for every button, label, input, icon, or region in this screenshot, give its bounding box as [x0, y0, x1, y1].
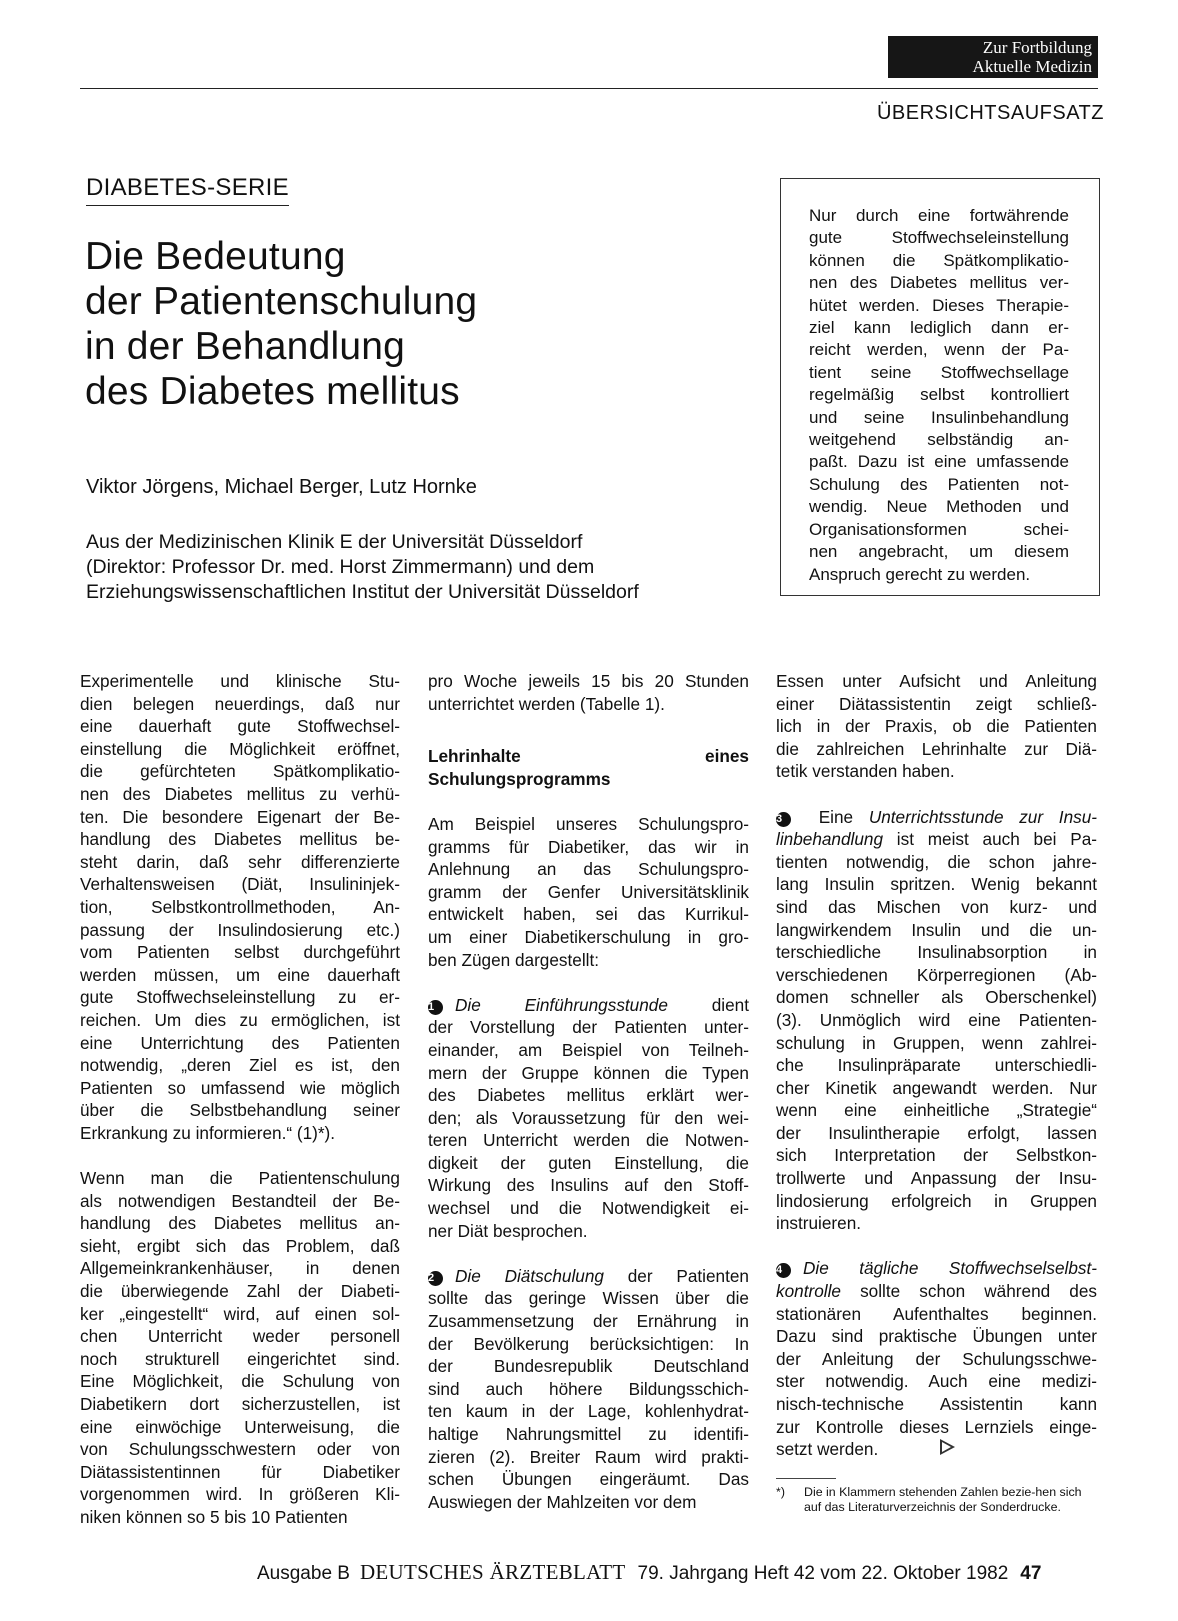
italic-lead: kontrolle: [776, 1281, 841, 1302]
text-line: Diätassistentinnen für Diabetiker: [80, 1461, 400, 1482]
text-line: pro Woche jeweils 15 bis 20 Stunden: [428, 671, 749, 691]
footnote: [776, 1478, 1097, 1515]
number-circle-icon: 3: [776, 812, 791, 827]
text-line: handlung des Diabetes mellitus an-: [80, 1213, 400, 1234]
text-line: ziel kann lediglich dann er-: [809, 318, 1069, 338]
text-line: eine einwöchige Unterweisung, die: [80, 1416, 400, 1437]
text-line: einer Diätassistentin zeigt schließ-: [776, 693, 1097, 714]
edition-label: Ausgabe B: [257, 1563, 350, 1584]
text-line: [776, 1280, 1097, 1303]
text-line: unterrichtet werden (Tabelle 1).: [428, 693, 665, 714]
text-line: [776, 806, 1097, 829]
text-line: um einer Diabetikerschulung in gro-: [428, 926, 749, 947]
title-line: Die Bedeutung: [85, 235, 346, 278]
text-line: cher Kinetik angewandt werden. Nur: [776, 1077, 1097, 1098]
text-line: der Anleitung der Schulungsschwe-: [776, 1348, 1097, 1369]
text-line: domen schneller als Oberschenkel): [776, 987, 1097, 1008]
header-rule: [80, 88, 1098, 89]
page-number: 47: [1020, 1563, 1042, 1584]
text-line: lich in der Praxis, ob die Patienten: [776, 716, 1097, 737]
text-line: und seine Insulinbehandlung: [809, 407, 1069, 427]
text-line: hütet werden. Dieses Therapie-: [809, 295, 1069, 315]
italic-lead: Die Einführungsstunde: [455, 994, 668, 1015]
text-line: [776, 1438, 1097, 1461]
text-line: werden müssen, um eine dauerhaft: [80, 964, 400, 985]
section-badge: [888, 36, 1098, 78]
text-line: der Bevölkerung berücksichtigen: In: [428, 1333, 749, 1354]
footnote-text: Die in Klammern stehenden Zahlen bezie-hen sich auf das Literaturverzeichnis der Sonderdrucke.: [804, 1485, 1082, 1514]
text-line: notwendig, „deren Ziel es ist, den: [80, 1055, 400, 1076]
text-line: von Schulungsschwestern oder von: [80, 1439, 400, 1460]
text-line: nen angebracht, um diesem: [809, 542, 1069, 562]
text-line: gramms für Diabetiker, das wir in: [428, 836, 749, 857]
text-line: mern der Gruppe können die Typen: [428, 1062, 749, 1083]
text-line: die gefürchteten Spätkomplikatio-: [80, 761, 400, 782]
text-line: digkeit der guten Einstellung, die: [428, 1152, 749, 1173]
text-line: ner Diät besprochen.: [428, 1220, 588, 1241]
text-line: Zusammensetzung der Ernährung in: [428, 1311, 749, 1332]
text-line: tienten notwendig, die schon jahre-: [776, 851, 1097, 872]
text-line: einander, am Beispiel von Teilneh-: [428, 1039, 749, 1060]
text-line: der Bundesrepublik Deutschland: [428, 1356, 749, 1377]
text-line: handlung des Diabetes mellitus be-: [80, 829, 400, 850]
text-line: eine dauerhaft gute Stoffwechsel-: [80, 716, 400, 737]
section-badge-line1: Zur Fortbildung: [982, 38, 1092, 57]
text-line: Dazu sind praktische Übungen unter: [776, 1326, 1097, 1347]
page-footer: [257, 1560, 1041, 1585]
text-line: des Diabetes mellitus erklärt wer-: [428, 1085, 749, 1106]
text-line: reichen. Um dies zu ermöglichen, ist: [80, 1009, 400, 1030]
numbered-item-3: [776, 806, 1097, 1235]
text-line: ker „eingestellt“ wird, auf einen sol-: [80, 1303, 400, 1324]
issue-info: 79. Jahrgang Heft 42 vom 22. Oktober 1982: [637, 1563, 1009, 1584]
text-line: weitgehend selbständig an-: [809, 430, 1069, 450]
paragraph: [80, 1167, 400, 1529]
text-line: lang Insulin spritzen. Wenig bekannt: [776, 874, 1097, 895]
text-line: [776, 828, 1097, 851]
text-fragment: setzt werden.: [776, 1439, 879, 1460]
text-fragment: ist meist auch bei Pa-: [883, 829, 1097, 850]
text-line: noch strukturell eingerichtet sind.: [80, 1348, 400, 1369]
text-line: regelmäßig selbst kontrolliert: [809, 385, 1069, 405]
text-line: Essen unter Aufsicht und Anleitung: [776, 671, 1097, 691]
text-line: instruieren.: [776, 1213, 862, 1234]
numbered-item-1: [428, 994, 749, 1243]
text-line: teren Unterricht werden die Notwen-: [428, 1130, 749, 1151]
text-line: sieht, ergibt sich das Problem, daß: [80, 1235, 400, 1256]
text-fragment: der Patienten: [603, 1265, 749, 1286]
text-line: der Insulintherapie erfolgt, lassen: [776, 1122, 1097, 1143]
text-fragment: dient: [667, 994, 749, 1015]
text-line: Auswiegen der Mahlzeiten vor dem: [428, 1491, 697, 1512]
text-line: Schulung des Patienten not-: [809, 474, 1069, 494]
item-lines: [428, 1016, 749, 1242]
text-line: gute Stoffwechseleinstellung zu er-: [80, 987, 400, 1008]
text-line: verschiedenen Körperregionen (Ab-: [776, 964, 1097, 985]
numbered-item-2: [428, 1265, 749, 1514]
text-line: sind das Mischen von kurz- und: [776, 896, 1097, 917]
text-fragment: Eine: [803, 806, 869, 827]
text-line: zur Kontrolle dieses Lernziels einge-: [776, 1416, 1097, 1437]
footnote-rule: [776, 1478, 836, 1479]
text-line: können die Spätkomplikatio-: [809, 250, 1069, 270]
text-line: tient seine Stoffwechsellage: [809, 362, 1069, 382]
text-line: ten kaum in der Lage, kohlenhydrat-: [428, 1401, 749, 1422]
text-line: che Insulinpräparate unterschiedli-: [776, 1055, 1097, 1076]
text-line: zieren (2). Breiter Raum wird prakti-: [428, 1446, 749, 1467]
text-line: Eine Möglichkeit, die Schulung von: [80, 1371, 400, 1392]
text-line: vorgenommen wird. In größeren Kli-: [80, 1484, 400, 1505]
paragraph: [776, 670, 1097, 783]
text-line: sind auch höhere Bildungsschich-: [428, 1378, 749, 1399]
affiliation-line: Aus der Medizinischen Klinik E der Universität Düsseldorf: [86, 531, 583, 553]
text-line: nisch-technische Assistentin kann: [776, 1394, 1097, 1414]
item-lines: [428, 1287, 749, 1513]
abstract-box: [780, 178, 1100, 596]
text-line: ten. Die besondere Eigenart der Be-: [80, 806, 400, 827]
text-line: Wirkung des Insulins auf den Stoff-: [428, 1175, 749, 1196]
text-line: Schulungsprogramms: [428, 768, 611, 789]
paragraph: [80, 670, 400, 1144]
series-label: DIABETES-SERIE: [86, 174, 289, 206]
footnote-marker: *): [776, 1485, 785, 1499]
italic-lead: Die Diätschulung: [455, 1265, 604, 1286]
text-line: [428, 1265, 749, 1288]
text-line: Erkrankung zu informieren.“ (1)*).: [80, 1122, 336, 1143]
text-line: Nur durch eine fortwährende: [809, 206, 1069, 225]
title-line: in der Behandlung: [85, 325, 405, 368]
text-line: die überwiegende Zahl der Diabeti-: [80, 1281, 400, 1302]
item-lines: [776, 1303, 1097, 1439]
text-line: Allgemeinkrankenhäuser, in denen: [80, 1258, 400, 1279]
text-line: Patienten so umfassend wie möglich: [80, 1077, 400, 1098]
text-line: Experimentelle und klinische Stu-: [80, 671, 400, 691]
number-circle-icon: 4: [776, 1263, 791, 1278]
text-line: reicht werden, wenn der Pa-: [809, 340, 1069, 360]
italic-lead: Die tägliche Stoffwechselselbst-: [803, 1258, 1097, 1279]
text-line: (3). Unmöglich wird eine Patienten-: [776, 1009, 1097, 1030]
text-line: ben Zügen dargestellt:: [428, 949, 600, 970]
text-line: die zahlreichen Lehrinhalte zur Diä-: [776, 738, 1097, 759]
article-type-label: ÜBERSICHTSAUFSATZ: [876, 102, 1104, 124]
text-line: Anspruch gerecht zu werden.: [809, 564, 1031, 584]
text-line: entwickelt haben, sei das Kurrikul-: [428, 904, 749, 925]
text-line: ster notwendig. Auch eine medizi-: [776, 1371, 1097, 1392]
text-line: passung der Insulindosierung etc.): [80, 919, 400, 940]
title-line: des Diabetes mellitus: [85, 370, 460, 413]
affiliation-line: (Direktor: Professor Dr. med. Horst Zimmermann) und dem: [86, 556, 595, 578]
body-column-1: [80, 670, 400, 1551]
text-line: Lehrinhalte eines: [428, 746, 749, 767]
text-line: als notwendigen Bestandteil der Be-: [80, 1190, 400, 1211]
text-fragment: sollte schon während des: [840, 1281, 1097, 1302]
body-column-3: [776, 670, 1097, 1483]
text-line: langwirkendem Insulin und die un-: [776, 919, 1097, 940]
text-line: steht darin, daß sehr differenzierte: [80, 851, 400, 872]
text-line: einstellung die Möglichkeit eröffnet,: [80, 738, 400, 759]
text-line: vom Patienten selbst durchgeführt: [80, 942, 400, 963]
text-line: Anlehnung an das Schulungspro-: [428, 859, 749, 880]
text-line: chen Unterricht weder personell: [80, 1326, 400, 1347]
text-line: Verhaltensweisen (Diät, Insulininjek-: [80, 874, 400, 895]
text-line: wechsel und die Notwendigkeit ei-: [428, 1198, 749, 1219]
affiliation-line: Erziehungswissenschaftlichen Institut der Universität Düsseldorf: [86, 581, 639, 603]
text-line: dien belegen neuerdings, daß nur: [80, 693, 400, 714]
text-line: paßt. Dazu ist eine umfassende: [809, 452, 1069, 472]
section-badge-line2: Aktuelle Medizin: [972, 57, 1092, 76]
authors: Viktor Jörgens, Michael Berger, Lutz Hornke: [86, 476, 477, 498]
text-line: eine Unterrichtung des Patienten: [80, 1032, 400, 1053]
text-line: trollwerte und Anpassung der Insu-: [776, 1168, 1097, 1189]
text-line: tion, Selbstkontrollmethoden, An-: [80, 896, 400, 917]
text-line: der Vorstellung der Patienten unter-: [428, 1017, 749, 1038]
text-line: lindosierung erfolgreich in Gruppen: [776, 1190, 1097, 1211]
text-line: schulung in Gruppen, wenn zahlrei-: [776, 1032, 1097, 1053]
title-line: der Patientenschulung: [85, 280, 478, 323]
text-line: nen des Diabetes mellitus ver-: [809, 273, 1069, 293]
text-line: nen des Diabetes mellitus zu verhü-: [80, 783, 400, 804]
text-line: haltige Nahrungsmittel zu identifi-: [428, 1424, 749, 1444]
text-line: terschiedliche Insulinabsorption in: [776, 942, 1097, 963]
text-line: stationären Aufenthaltes beginnen.: [776, 1303, 1097, 1324]
text-line: über die Selbstbehandlung seiner: [80, 1100, 400, 1121]
paragraph: [428, 813, 749, 971]
text-line: Diabetikern dort sicherzustellen, ist: [80, 1394, 400, 1414]
text-line: den; als Voraussetzung für den wei-: [428, 1107, 749, 1128]
body-column-2: [428, 670, 749, 1536]
text-line: [428, 994, 749, 1017]
text-line: gute Stoffwechseleinstellung: [809, 228, 1069, 248]
subheading: [428, 745, 749, 790]
italic-lead: linbehandlung: [776, 829, 884, 850]
text-line: Organisationsformen schei-: [809, 519, 1069, 539]
affiliation: [86, 530, 639, 605]
continue-arrow-icon: [940, 1439, 955, 1455]
text-line: Am Beispiel unseres Schulungspro-: [428, 813, 749, 834]
article-title: [85, 234, 477, 414]
text-line: niken können so 5 bis 10 Patienten: [80, 1506, 348, 1527]
number-circle-icon: 1: [428, 1000, 443, 1015]
numbered-item-4: [776, 1257, 1097, 1460]
italic-lead: Unterrichtsstunde zur Insu-: [868, 806, 1097, 827]
item-lines: [776, 851, 1097, 1235]
text-line: tetik verstanden haben.: [776, 761, 955, 782]
number-circle-icon: 2: [428, 1271, 443, 1286]
text-line: schen Übungen eingeräumt. Das: [428, 1469, 749, 1490]
text-line: gramm der Genfer Universitätsklinik: [428, 881, 749, 902]
paragraph: [428, 670, 749, 715]
text-line: sich Interpretation der Selbstkon-: [776, 1145, 1097, 1166]
text-line: sollte das geringe Wissen über die: [428, 1288, 749, 1309]
journal-name: DEUTSCHES ÄRZTEBLATT: [359, 1560, 626, 1584]
text-line: [776, 1257, 1097, 1280]
text-line: Wenn man die Patientenschulung: [80, 1168, 400, 1189]
text-line: wendig. Neue Methoden und: [809, 497, 1069, 517]
text-line: wenn eine einheitliche „Strategie“: [776, 1100, 1097, 1121]
